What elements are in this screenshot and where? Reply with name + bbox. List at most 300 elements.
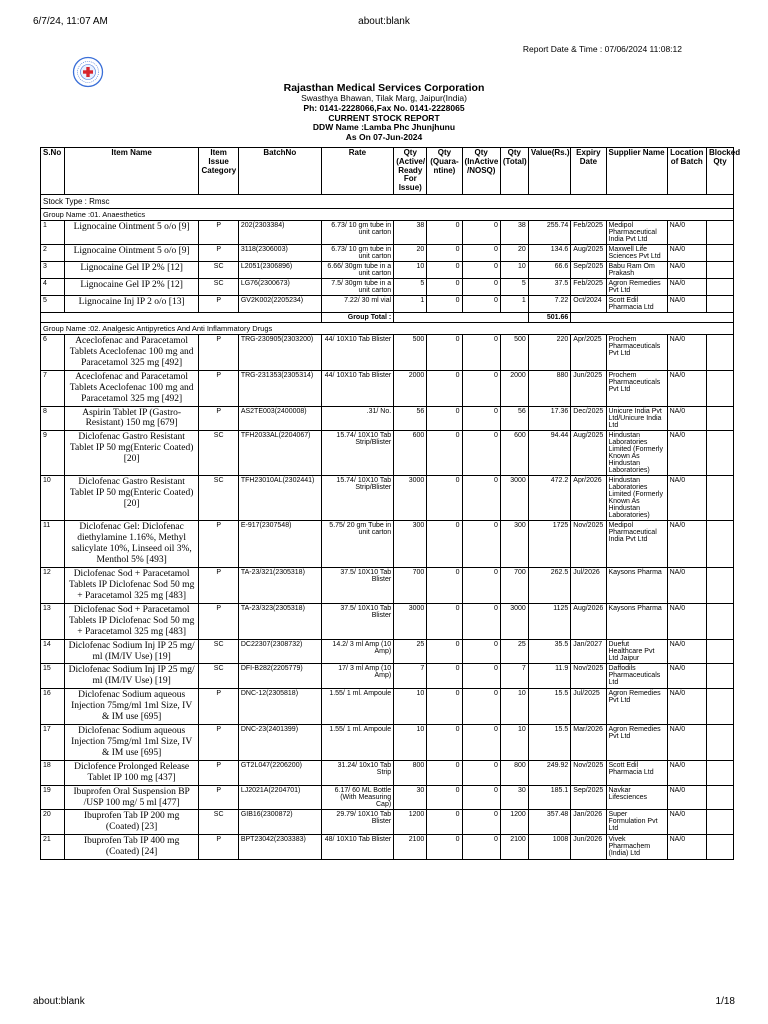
stock-table — [40, 147, 741, 860]
table-cell — [706, 261, 733, 278]
table-cell: 3000 — [500, 476, 528, 521]
table-cell: 0 — [427, 431, 462, 476]
table-row — [41, 835, 734, 860]
table-cell: Aug/2026 — [571, 603, 606, 639]
table-cell: Nov/2025 — [571, 664, 606, 689]
table-cell: 30 — [500, 785, 528, 810]
table-cell: GIB16(2300872) — [238, 810, 321, 835]
column-header: S.No — [41, 148, 65, 195]
column-header: Location of Batch — [667, 148, 706, 195]
table-cell: 3 — [41, 261, 65, 278]
table-cell: NA/0 — [667, 370, 706, 406]
table-cell: GT2L047(2206200) — [238, 760, 321, 785]
table-cell: 1200 — [500, 810, 528, 835]
table-cell: Medipol Pharmaceutical India Pvt Ltd — [606, 220, 667, 244]
table-cell: 0 — [427, 810, 462, 835]
table-cell: P — [199, 835, 238, 860]
table-cell — [41, 312, 322, 322]
table-cell: Medipol Pharmaceutical India Pvt Ltd — [606, 521, 667, 568]
table-row — [41, 603, 734, 639]
table-cell — [706, 785, 733, 810]
table-cell: Ibuprofen Tab IP 400 mg (Coated) [24] — [64, 835, 199, 860]
table-cell: 0 — [462, 278, 500, 295]
table-cell: NA/0 — [667, 295, 706, 312]
table-cell: NA/0 — [667, 244, 706, 261]
table-cell: 0 — [462, 431, 500, 476]
table-cell: Oct/2024 — [571, 295, 606, 312]
table-cell: 0 — [427, 476, 462, 521]
table-cell: 37.5 — [528, 278, 570, 295]
table-cell: 29.79/ 10X10 Tab Blister — [321, 810, 394, 835]
table-cell — [706, 810, 733, 835]
table-cell: 0 — [462, 244, 500, 261]
table-cell: 7 — [394, 664, 427, 689]
table-cell: 0 — [462, 476, 500, 521]
table-cell: NA/0 — [667, 220, 706, 244]
table-cell — [706, 476, 733, 521]
table-cell: 0 — [462, 295, 500, 312]
table-cell: NA/0 — [667, 603, 706, 639]
table-cell: 0 — [427, 835, 462, 860]
table-cell: 9 — [41, 431, 65, 476]
table-cell: Diclofenac Sodium Inj IP 25 mg/ ml (IM/IV Use) [19] — [64, 639, 199, 664]
table-cell: Babu Ram Om Prakash — [606, 261, 667, 278]
table-cell — [706, 334, 733, 370]
table-cell: 11 — [41, 521, 65, 568]
table-cell: NA/0 — [667, 760, 706, 785]
table-cell: 94.44 — [528, 431, 570, 476]
column-header: Value(Rs.) — [528, 148, 570, 195]
table-cell: 2000 — [394, 370, 427, 406]
table-row — [41, 639, 734, 664]
table-cell: 12 — [41, 568, 65, 604]
table-row — [41, 810, 734, 835]
group-total-row — [41, 312, 734, 322]
table-cell — [706, 521, 733, 568]
table-cell: 15.5 — [528, 725, 570, 761]
table-cell: 3000 — [500, 603, 528, 639]
table-cell: Apr/2025 — [571, 334, 606, 370]
table-cell: Lignocaine Inj IP 2 o/o [13] — [64, 295, 199, 312]
table-cell: 800 — [500, 760, 528, 785]
table-cell: 600 — [500, 431, 528, 476]
table-cell: Mar/2026 — [571, 725, 606, 761]
table-cell: AS2TE003(2400008) — [238, 406, 321, 431]
table-cell: Nov/2025 — [571, 760, 606, 785]
table-cell: 0 — [427, 370, 462, 406]
table-cell: Super Formulation Pvt Ltd — [606, 810, 667, 835]
group-total-label: Group Total : — [321, 312, 394, 322]
table-cell: 0 — [427, 406, 462, 431]
table-cell: Maxwell Life Sciences Pvt Ltd — [606, 244, 667, 261]
table-row — [41, 370, 734, 406]
group-total-value: 501.66 — [528, 312, 570, 322]
table-cell: 19 — [41, 785, 65, 810]
table-cell: 2 — [41, 244, 65, 261]
table-cell — [706, 370, 733, 406]
table-cell: 0 — [427, 785, 462, 810]
table-cell: 5 — [41, 295, 65, 312]
table-cell: Vivek Pharmachem (India) Ltd — [606, 835, 667, 860]
table-cell: TA-23/323(2305318) — [238, 603, 321, 639]
table-cell: P — [199, 334, 238, 370]
table-cell: Apr/2026 — [571, 476, 606, 521]
table-cell: DNC-12(2305818) — [238, 689, 321, 725]
table-cell: P — [199, 725, 238, 761]
table-cell — [706, 760, 733, 785]
table-cell: 17 — [41, 725, 65, 761]
table-cell: 18 — [41, 760, 65, 785]
table-cell: NA/0 — [667, 689, 706, 725]
table-cell: Dec/2025 — [571, 406, 606, 431]
table-cell: 300 — [394, 521, 427, 568]
table-cell: Aspirin Tablet IP (Gastro-Resistant) 150 mg [679] — [64, 406, 199, 431]
table-row — [41, 760, 734, 785]
table-cell: 3118(2306003) — [238, 244, 321, 261]
table-cell: Lignocaine Gel IP 2% [12] — [64, 261, 199, 278]
table-cell: 7 — [500, 664, 528, 689]
table-cell — [706, 295, 733, 312]
table-cell: NA/0 — [667, 835, 706, 860]
as-on-date: As On 07-Jun-2024 — [345, 132, 423, 143]
table-cell: 0 — [427, 603, 462, 639]
table-cell: NA/0 — [667, 431, 706, 476]
table-cell: 35.5 — [528, 639, 570, 664]
table-cell: 0 — [427, 278, 462, 295]
table-cell: 6.66/ 30gm tube in a unit carton — [321, 261, 394, 278]
table-cell: 3000 — [394, 603, 427, 639]
table-cell: 262.5 — [528, 568, 570, 604]
print-datetime: 6/7/24, 11:07 AM — [33, 16, 108, 27]
table-cell — [571, 312, 734, 322]
table-row — [41, 431, 734, 476]
table-cell: 8 — [41, 406, 65, 431]
column-header: Qty (Active/ Ready For Issue) — [394, 148, 427, 195]
table-cell: 10 — [394, 725, 427, 761]
table-cell: 0 — [462, 370, 500, 406]
table-cell: 0 — [427, 664, 462, 689]
report-title: CURRENT STOCK REPORT — [328, 112, 440, 123]
table-row — [41, 725, 734, 761]
ddw-name: DDW Name :Lamba Phc Jhunjhunu — [312, 122, 456, 133]
table-cell: BPT23042(2303383) — [238, 835, 321, 860]
table-cell: 0 — [462, 521, 500, 568]
table-cell: Aug/2025 — [571, 431, 606, 476]
table-cell: 37.5/ 10X10 Tab Blister — [321, 568, 394, 604]
group-row — [41, 208, 734, 220]
table-cell: 48/ 10X10 Tab Blister — [321, 835, 394, 860]
table-cell: 0 — [462, 568, 500, 604]
table-cell: 5 — [394, 278, 427, 295]
table-cell: 25 — [394, 639, 427, 664]
table-cell: 0 — [427, 568, 462, 604]
table-cell: NA/0 — [667, 725, 706, 761]
table-cell: 14 — [41, 639, 65, 664]
table-cell: DNC-23(2401399) — [238, 725, 321, 761]
column-header: Blocked Qty — [706, 148, 733, 195]
table-cell: Diclofenac Gastro Resistant Tablet IP 50 mg(Enteric Coated) [20] — [64, 431, 199, 476]
table-cell: 0 — [427, 220, 462, 244]
table-cell: Unicure India Pvt Ltd/Unicure India Ltd — [606, 406, 667, 431]
table-cell: TFH2033AL(2204067) — [238, 431, 321, 476]
table-cell: 38 — [394, 220, 427, 244]
table-cell: 0 — [427, 295, 462, 312]
table-cell: 30 — [394, 785, 427, 810]
table-cell: 0 — [462, 406, 500, 431]
table-cell: 357.48 — [528, 810, 570, 835]
table-cell: Kaysons Pharma — [606, 603, 667, 639]
table-cell: Nov/2025 — [571, 521, 606, 568]
table-cell: P — [199, 370, 238, 406]
table-row — [41, 295, 734, 312]
table-cell: Diclofenac Gastro Resistant Tablet IP 50 mg(Enteric Coated) [20] — [64, 476, 199, 521]
print-page-title: about:blank — [358, 16, 410, 27]
org-name: Rajasthan Medical Services Corporation — [283, 82, 485, 94]
table-row — [41, 244, 734, 261]
table-cell: Diclofence Prolonged Release Tablet IP 100 mg [437] — [64, 760, 199, 785]
table-cell: 10 — [41, 476, 65, 521]
table-cell: TRG-231353(2305314) — [238, 370, 321, 406]
table-cell: Diclofenac Gel: Diclofenac diethylamine 1.16%, Methyl salicylate 10%, Linseed oil 3%, Menthol 5% [493] — [64, 521, 199, 568]
table-cell: 472.2 — [528, 476, 570, 521]
table-cell: 44/ 10X10 Tab Blister — [321, 370, 394, 406]
table-cell: 220 — [528, 334, 570, 370]
table-cell: NA/0 — [667, 785, 706, 810]
table-cell: 0 — [462, 835, 500, 860]
table-cell — [706, 220, 733, 244]
table-cell: NA/0 — [667, 568, 706, 604]
table-cell: 21 — [41, 835, 65, 860]
table-cell: 0 — [462, 810, 500, 835]
table-cell: 31.24/ 10x10 Tab Strip — [321, 760, 394, 785]
table-cell: 4 — [41, 278, 65, 295]
table-cell: P — [199, 220, 238, 244]
stock-type-label: Stock Type : Rmsc — [41, 194, 734, 208]
table-cell: 0 — [462, 664, 500, 689]
table-row — [41, 568, 734, 604]
table-cell: 255.74 — [528, 220, 570, 244]
table-cell: DC22307(2308732) — [238, 639, 321, 664]
table-cell: Jun/2026 — [571, 835, 606, 860]
table-cell: P — [199, 295, 238, 312]
table-cell: 5.75/ 20 gm Tube in unit carton — [321, 521, 394, 568]
table-cell: Ibuprofen Tab IP 200 mg (Coated) [23] — [64, 810, 199, 835]
table-cell: 0 — [427, 689, 462, 725]
table-cell: 0 — [462, 785, 500, 810]
table-cell: Aug/2025 — [571, 244, 606, 261]
group-name: Group Name :01. Anaesthetics — [41, 208, 734, 220]
table-cell: Aceclofenac and Paracetamol Tablets Aceclofenac 100 mg and Paracetamol 325 mg [492] — [64, 334, 199, 370]
table-cell: 7.22 — [528, 295, 570, 312]
table-cell: NA/0 — [667, 261, 706, 278]
table-row — [41, 476, 734, 521]
column-header: Expiry Date — [571, 148, 606, 195]
print-footer-url: about:blank — [33, 996, 85, 1007]
table-cell: NA/0 — [667, 521, 706, 568]
table-cell: 0 — [462, 760, 500, 785]
table-cell: 0 — [462, 725, 500, 761]
table-cell: 1725 — [528, 521, 570, 568]
table-cell: P — [199, 760, 238, 785]
table-cell: 249.92 — [528, 760, 570, 785]
table-cell: Jan/2027 — [571, 639, 606, 664]
table-cell: DFI-B282(2205779) — [238, 664, 321, 689]
table-cell: Duefut Healthcare Pvt Ltd Jaipur — [606, 639, 667, 664]
table-row — [41, 261, 734, 278]
table-cell: 6 — [41, 334, 65, 370]
table-cell: NA/0 — [667, 406, 706, 431]
report-datetime: Report Date & Time : 07/06/2024 11:08:12 — [522, 44, 682, 54]
table-cell: Jul/2025 — [571, 689, 606, 725]
table-cell — [706, 431, 733, 476]
table-cell: SC — [199, 476, 238, 521]
table-cell: Sep/2025 — [571, 785, 606, 810]
table-cell: 14.2/ 3 ml Amp (10 Amp) — [321, 639, 394, 664]
table-row — [41, 689, 734, 725]
table-cell: P — [199, 568, 238, 604]
table-cell: 1.55/ 1 ml. Ampoule — [321, 689, 394, 725]
table-cell: 0 — [427, 639, 462, 664]
table-cell: 7.5/ 30gm tube in a unit carton — [321, 278, 394, 295]
table-cell — [706, 244, 733, 261]
table-cell: 10 — [500, 261, 528, 278]
table-cell: 500 — [394, 334, 427, 370]
table-cell: NA/0 — [667, 334, 706, 370]
table-cell: E-917(2307548) — [238, 521, 321, 568]
table-cell: 880 — [528, 370, 570, 406]
table-cell: 15.5 — [528, 689, 570, 725]
table-cell: 10 — [394, 261, 427, 278]
org-address: Swasthya Bhawan, Tilak Marg, Jaipur(India) — [301, 93, 467, 104]
table-cell: 25 — [500, 639, 528, 664]
table-cell: 700 — [500, 568, 528, 604]
table-cell — [394, 312, 529, 322]
table-cell: 56 — [394, 406, 427, 431]
table-cell: Hindustan Laboratories Limited (Formerly Known As Hindustan Laboratories) — [606, 431, 667, 476]
table-cell: 3000 — [394, 476, 427, 521]
table-row — [41, 278, 734, 295]
table-cell: SC — [199, 810, 238, 835]
table-cell: NA/0 — [667, 476, 706, 521]
table-cell: P — [199, 603, 238, 639]
table-cell: 38 — [500, 220, 528, 244]
table-cell: Agron Remedies Pvt Ltd — [606, 278, 667, 295]
table-body — [41, 194, 734, 859]
table-cell: L2051(2306896) — [238, 261, 321, 278]
table-cell — [706, 278, 733, 295]
table-cell: SC — [199, 261, 238, 278]
table-cell: 56 — [500, 406, 528, 431]
table-cell: Kaysons Pharma — [606, 568, 667, 604]
table-cell: TA-23/321(2305318) — [238, 568, 321, 604]
table-cell: 2100 — [500, 835, 528, 860]
table-cell: Feb/2025 — [571, 278, 606, 295]
table-cell: Agron Remedies Pvt Ltd — [606, 725, 667, 761]
table-cell: 37.5/ 10X10 Tab Blister — [321, 603, 394, 639]
table-cell: 44/ 10X10 Tab Blister — [321, 334, 394, 370]
report-title-block — [0, 82, 768, 143]
org-phone: Ph: 0141-2228066,Fax No. 0141-2228065 — [303, 102, 465, 113]
table-cell: 20 — [500, 244, 528, 261]
table-cell: 7 — [41, 370, 65, 406]
table-cell: 1 — [394, 295, 427, 312]
table-cell: 66.6 — [528, 261, 570, 278]
table-row — [41, 406, 734, 431]
table-cell: LG76(2300673) — [238, 278, 321, 295]
table-cell: 0 — [427, 334, 462, 370]
table-cell: Aceclofenac and Paracetamol Tablets Aceclofenac 100 mg and Paracetamol 325 mg [492] — [64, 370, 199, 406]
table-cell: 0 — [462, 261, 500, 278]
table-cell: SC — [199, 664, 238, 689]
stock-type-row — [41, 194, 734, 208]
table-cell: 6.73/ 10 gm tube in unit carton — [321, 220, 394, 244]
table-cell: 0 — [427, 261, 462, 278]
table-cell: 0 — [427, 760, 462, 785]
table-cell: P — [199, 406, 238, 431]
column-header: BatchNo — [238, 148, 321, 195]
table-cell: SC — [199, 278, 238, 295]
table-cell: Scott Edil Pharmacia Ltd — [606, 760, 667, 785]
print-page-number: 1/18 — [715, 996, 735, 1007]
table-cell: 10 — [500, 689, 528, 725]
table-cell — [706, 835, 733, 860]
table-cell: NA/0 — [667, 639, 706, 664]
table-cell: 13 — [41, 603, 65, 639]
table-cell: Jan/2026 — [571, 810, 606, 835]
table-cell — [706, 725, 733, 761]
table-cell: 6.17/ 60 ML Bottle (With Measuring Cap) — [321, 785, 394, 810]
table-cell: Prochem Pharmaceuticals Pvt Ltd — [606, 370, 667, 406]
table-cell: 134.6 — [528, 244, 570, 261]
table-cell: 600 — [394, 431, 427, 476]
table-cell: 0 — [427, 244, 462, 261]
column-header: Supplier Name — [606, 148, 667, 195]
table-cell: SC — [199, 639, 238, 664]
table-cell: 1008 — [528, 835, 570, 860]
table-cell: 500 — [500, 334, 528, 370]
table-cell: Lignocaine Ointment 5 o/o [9] — [64, 244, 199, 261]
table-cell: Sep/2025 — [571, 261, 606, 278]
table-cell: 1125 — [528, 603, 570, 639]
table-row — [41, 334, 734, 370]
table-cell: 202(2303384) — [238, 220, 321, 244]
table-cell: 20 — [394, 244, 427, 261]
column-header: Item Issue Category — [199, 148, 238, 195]
table-cell: 1200 — [394, 810, 427, 835]
table-cell: GV2K002(2205234) — [238, 295, 321, 312]
table-cell: 0 — [462, 334, 500, 370]
table-cell: Jul/2026 — [571, 568, 606, 604]
table-cell: 17.36 — [528, 406, 570, 431]
table-cell: TRG-230905(2303200) — [238, 334, 321, 370]
table-cell: Hindustan Laboratories Limited (Formerly Known As Hindustan Laboratories) — [606, 476, 667, 521]
table-cell: TFH23010AL(2302441) — [238, 476, 321, 521]
table-cell: P — [199, 521, 238, 568]
table-cell: Diclofenac Sod + Paracetamol Tablets IP Diclofenac Sod 50 mg + Paracetamol 325 mg [483] — [64, 568, 199, 604]
table-cell: 20 — [41, 810, 65, 835]
table-cell: Diclofenac Sodium aqueous Injection 75mg/ml 1ml Size, IV & IM use [695] — [64, 725, 199, 761]
table-cell: 7.22/ 30 ml vial — [321, 295, 394, 312]
table-cell: 1.55/ 1 ml. Ampoule — [321, 725, 394, 761]
table-cell — [706, 568, 733, 604]
table-row — [41, 664, 734, 689]
table-cell: 0 — [462, 639, 500, 664]
table-cell: SC — [199, 431, 238, 476]
table-cell: 1 — [500, 295, 528, 312]
table-cell: P — [199, 689, 238, 725]
table-cell: NA/0 — [667, 810, 706, 835]
table-cell: 0 — [462, 220, 500, 244]
